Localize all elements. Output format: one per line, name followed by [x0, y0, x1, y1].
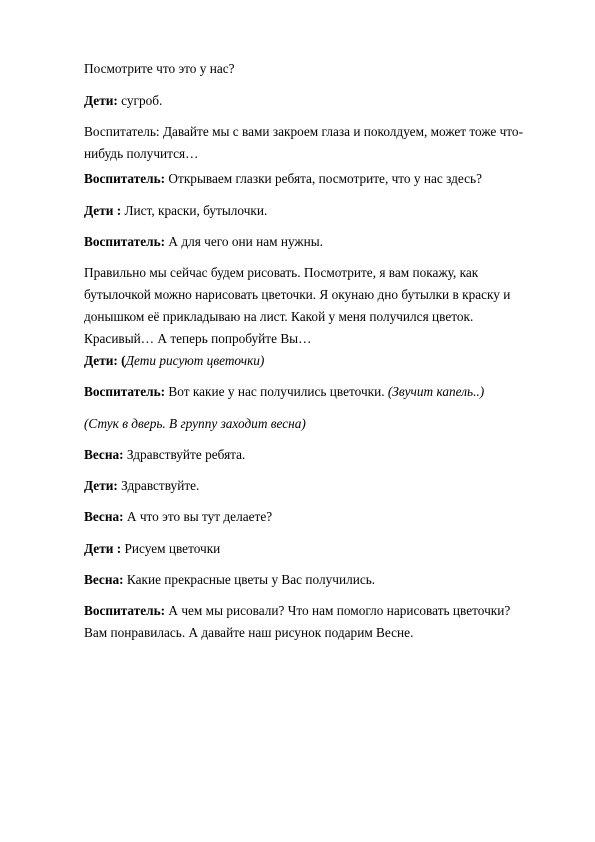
text-run: Красивый… А теперь попробуйте Вы…: [84, 331, 312, 346]
paragraph-p09: [84, 381, 544, 403]
text-run: бутылочкой можно нарисовать цветочки. Я окунаю дно бутылки в краску и: [84, 287, 511, 302]
text-line: [84, 306, 544, 328]
text-line: [84, 262, 544, 284]
text-run: Посмотрите что это у нас?: [84, 61, 235, 76]
text-line: [84, 381, 544, 403]
paragraph-p10: [84, 413, 544, 435]
text-line: [84, 622, 544, 644]
text-line: [84, 121, 544, 143]
paragraph-p13: [84, 506, 544, 528]
text-line: [84, 475, 544, 497]
text-run: Какие прекрасные цветы у Вас получились.: [123, 572, 376, 587]
text-run: А что это вы тут делаете?: [123, 509, 273, 524]
text-run: Вот какие у нас получились цветочки.: [165, 384, 388, 399]
text-line: [84, 58, 544, 80]
stage-direction: (Звучит капель..): [387, 384, 485, 399]
paragraph-p08: [84, 350, 544, 372]
text-line: [84, 600, 544, 622]
paragraph-p11: [84, 444, 544, 466]
speaker-label: Дети:: [84, 93, 118, 108]
text-run: нибудь получится…: [84, 146, 199, 161]
speaker-label: Весна:: [84, 572, 124, 587]
paragraph-p02: [84, 90, 544, 112]
text-line: [84, 328, 544, 350]
text-line: [84, 143, 544, 165]
paragraph-p12: [84, 475, 544, 497]
speaker-label: Воспитатель:: [84, 234, 166, 249]
text-run: А для чего они нам нужны.: [165, 234, 323, 249]
text-run: Здравствуйте ребята.: [123, 447, 246, 462]
speaker-label: Дети:: [84, 478, 118, 493]
text-line: [84, 90, 544, 112]
text-line: [84, 168, 544, 190]
speaker-label: Воспитатель:: [84, 171, 166, 186]
text-run: Здравствуйте.: [117, 478, 200, 493]
text-run: Вам понравилась. А давайте наш рисунок подарим Весне.: [84, 625, 414, 640]
text-line: [84, 538, 544, 560]
paragraph-p06: [84, 231, 544, 253]
speaker-label: Воспитатель:: [84, 384, 166, 399]
text-run: Рисуем цветочки: [121, 541, 221, 556]
speaker-label: Дети :: [84, 203, 122, 218]
text-line: [84, 413, 544, 435]
text-run: Правильно мы сейчас будем рисовать. Посмотрите, я вам покажу, как: [84, 265, 479, 280]
paragraph-p01: [84, 58, 544, 80]
text-run: Открываем глазки ребята, посмотрите, что у нас здесь?: [165, 171, 482, 186]
paragraph-p14: [84, 538, 544, 560]
speaker-label: Весна:: [84, 447, 124, 462]
stage-direction: (Стук в дверь. В группу заходит весна): [84, 416, 306, 431]
text-line: [84, 569, 544, 591]
paragraph-p16: [84, 600, 544, 644]
speaker-label: Дети :: [84, 541, 122, 556]
text-line: [84, 284, 544, 306]
text-line: [84, 444, 544, 466]
paragraph-p04: [84, 168, 544, 190]
text-run: А чем мы рисовали? Что нам помогло нарисовать цветочки?: [165, 603, 511, 618]
text-line: [84, 231, 544, 253]
text-run: Воспитатель: Давайте мы с вами закроем глаза и поколдуем, может тоже что-: [84, 124, 524, 139]
text-line: [84, 200, 544, 222]
stage-direction: Дети рисуют цветочки): [125, 353, 265, 368]
text-line: [84, 506, 544, 528]
paragraph-p05: [84, 200, 544, 222]
text-run: сугроб.: [117, 93, 163, 108]
speaker-label: Дети: (: [84, 353, 126, 368]
text-line: [84, 350, 544, 372]
speaker-label: Воспитатель:: [84, 603, 166, 618]
text-run: Лист, краски, бутылочки.: [121, 203, 268, 218]
text-run: донышком её прикладываю на лист. Какой у меня получился цветок.: [84, 309, 474, 324]
paragraph-p15: [84, 569, 544, 591]
paragraph-p07: [84, 262, 544, 350]
paragraph-p03: [84, 121, 544, 165]
speaker-label: Весна:: [84, 509, 124, 524]
